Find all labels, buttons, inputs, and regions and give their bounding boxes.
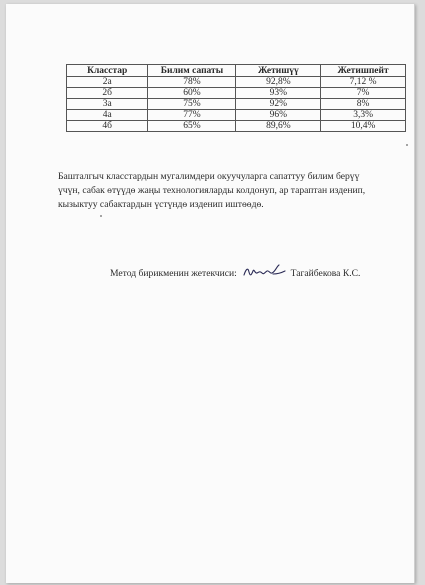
scan-speck: [100, 215, 102, 217]
signature-label: Метод бирикменин жетекчиси:: [110, 268, 237, 279]
table-row: [67, 88, 406, 99]
column-header-failing: Жетишпейт: [321, 65, 406, 77]
cell-class: 2а: [67, 77, 148, 88]
cell-failing: 8%: [321, 99, 406, 110]
cell-failing: 7,12 %: [321, 77, 406, 88]
cell-quality: 65%: [148, 121, 236, 132]
column-header-classes: Класстар: [67, 65, 148, 77]
cell-failing: 10,4%: [321, 121, 406, 132]
column-header-quality: Билим сапаты: [148, 65, 236, 77]
cell-failing: 3,3%: [321, 110, 406, 121]
document-page: [6, 4, 415, 583]
cell-class: 3а: [67, 99, 148, 110]
table-row: [67, 110, 406, 121]
table-row: [67, 121, 406, 132]
cell-achievement: 96%: [236, 110, 321, 121]
cell-class: 4б: [67, 121, 148, 132]
cell-failing: 7%: [321, 88, 406, 99]
signatory-name: Тагайбекова К.С.: [290, 268, 361, 279]
signature-block: [110, 263, 360, 284]
class-results-table: [66, 64, 406, 132]
cell-quality: 75%: [148, 99, 236, 110]
cell-quality: 78%: [148, 77, 236, 88]
cell-achievement: 89,6%: [236, 121, 321, 132]
column-header-achievement: Жетишүү: [236, 65, 321, 77]
table-row: [67, 77, 406, 88]
paragraph-line: кызыктуу сабактардын үстүндө изденип иштөөдө.: [58, 199, 264, 210]
cell-quality: 77%: [148, 110, 236, 121]
cell-achievement: 93%: [236, 88, 321, 99]
body-paragraph: [58, 170, 403, 212]
scan-speck: [406, 144, 408, 146]
paragraph-line: үчүн, сабак өтүүдө жаңы технологияларды колдонуп, ар тараптан изденип,: [58, 185, 366, 196]
handwritten-signature: [242, 263, 286, 284]
cell-achievement: 92%: [236, 99, 321, 110]
cell-quality: 60%: [148, 88, 236, 99]
paragraph-line: Башталгыч класстардын мугалимдери окуучуларга сапаттуу билим берүү: [58, 171, 360, 182]
cell-achievement: 92,8%: [236, 77, 321, 88]
cell-class: 2б: [67, 88, 148, 99]
table-row: [67, 99, 406, 110]
table-header-row: [67, 65, 406, 77]
cell-class: 4а: [67, 110, 148, 121]
